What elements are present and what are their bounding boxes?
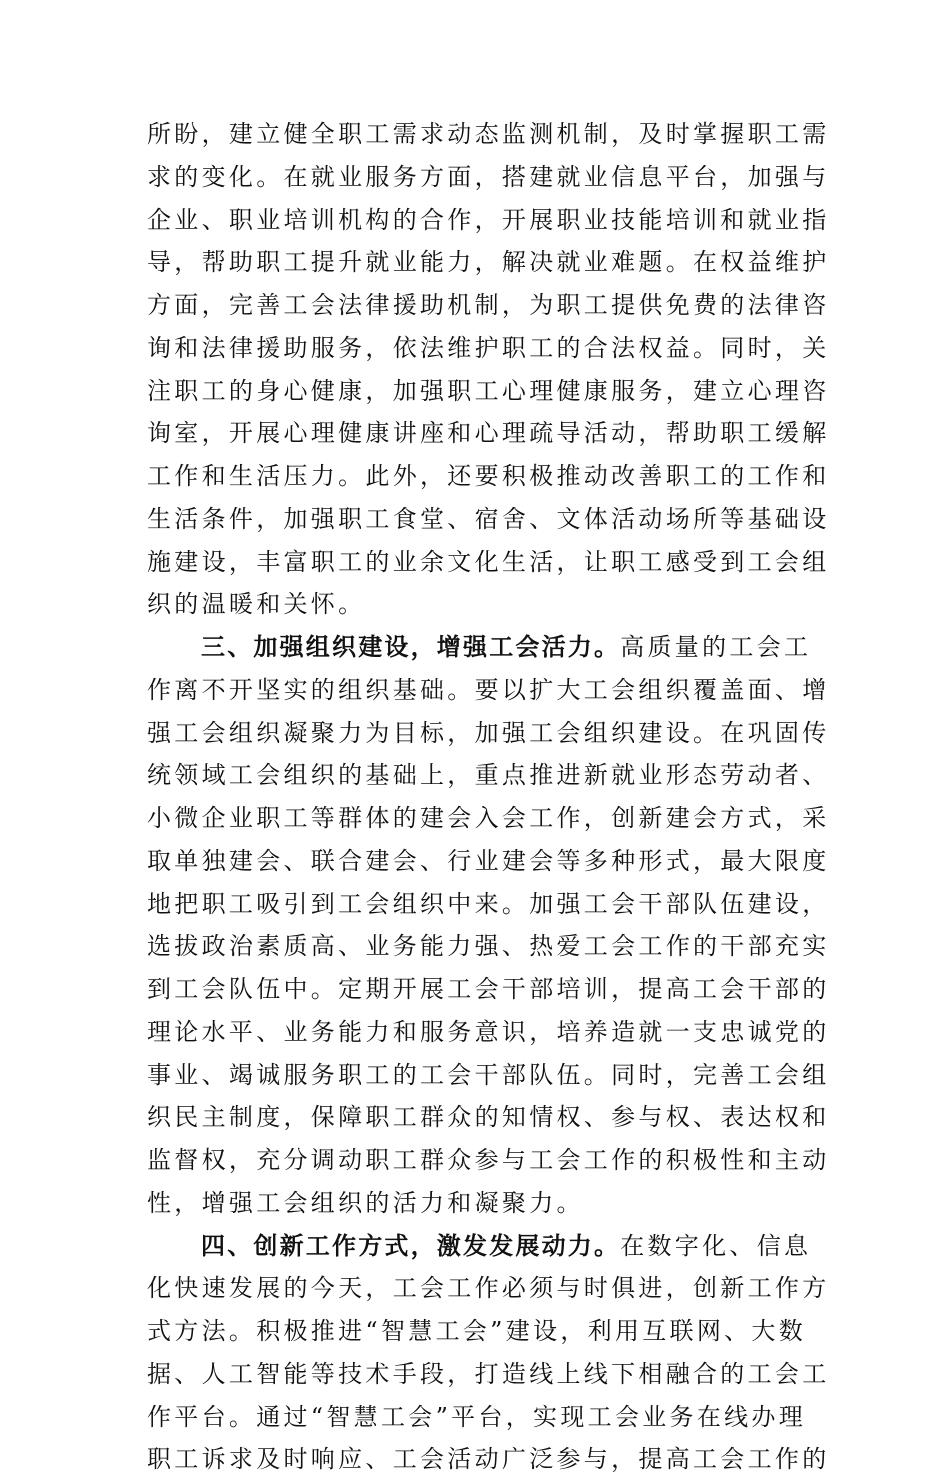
text-line: 强工会组织凝聚力为目标，加强工会组织建设。在巩固传 bbox=[147, 718, 830, 747]
text-line: 事业、竭诚服务职工的工会干部队伍。同时，完善工会组 bbox=[147, 1060, 830, 1089]
text-line: 企业、职业培训机构的合作，开展职业技能培训和就业指 bbox=[147, 205, 830, 234]
text-line: 询和法律援助服务，依法维护职工的合法权益。同时，关 bbox=[147, 333, 830, 362]
text-line: 地把职工吸引到工会组织中来。加强工会干部队伍建设， bbox=[147, 889, 830, 918]
section-3-first-line bbox=[147, 626, 812, 669]
text-line: 选拔政治素质高、业务能力强、热爱工会工作的干部充实 bbox=[147, 932, 830, 961]
section-4-first-line bbox=[147, 1225, 812, 1268]
text-line: 监督权，充分调动职工群众参与工会工作的积极性和主动 bbox=[147, 1146, 830, 1174]
section-4-heading: 四、创新工作方式，激发发展动力。 bbox=[201, 1231, 621, 1260]
section-3-heading: 三、加强组织建设，增强工会活力。 bbox=[201, 633, 621, 661]
text-line: 职工诉求及时响应、工会活动广泛参与，提高工会工作的 bbox=[147, 1445, 830, 1474]
text-line: 工作和生活压力。此外，还要积极推动改善职工的工作和 bbox=[147, 462, 830, 490]
text-line: 织民主制度，保障职工群众的知情权、参与权、表达权和 bbox=[147, 1103, 830, 1132]
text-line: 据、人工智能等技术手段，打造线上线下相融合的工会工 bbox=[147, 1359, 830, 1388]
text-line: 施建设，丰富职工的业余文化生活，让职工感受到工会组 bbox=[147, 547, 830, 576]
text-line: 所盼，建立健全职工需求动态监测机制，及时掌握职工需 bbox=[147, 120, 830, 148]
text-line: 化快速发展的今天，工会工作必须与时俱进，创新工作方 bbox=[147, 1274, 830, 1303]
text-line: 理论水平、业务能力和服务意识，培养造就一支忠诚党的 bbox=[147, 1017, 830, 1046]
text-line: 注职工的身心健康，加强职工心理健康服务，建立心理咨 bbox=[147, 376, 830, 405]
text-line: 到工会队伍中。定期开展工会干部培训，提高工会干部的 bbox=[147, 975, 830, 1003]
text-line: 小微企业职工等群体的建会入会工作，创新建会方式，采 bbox=[147, 804, 830, 832]
text-line: 织的温暖和关怀。 bbox=[147, 590, 366, 619]
text-line: 式方法。积极推进“智慧工会”建设，利用互联网、大数 bbox=[147, 1317, 807, 1345]
text-line: 作离不开坚实的组织基础。要以扩大工会组织覆盖面、增 bbox=[147, 675, 830, 704]
text-line: 导，帮助职工提升就业能力，解决就业难题。在权益维护 bbox=[147, 248, 830, 277]
text-line: 生活条件，加强职工食堂、宿舍、文体活动场所等基础设 bbox=[147, 504, 830, 533]
text-line: 方面，完善工会法律援助机制，为职工提供免费的法律咨 bbox=[147, 291, 830, 319]
text-line: 取单独建会、联合建会、行业建会等多种形式，最大限度 bbox=[147, 846, 830, 875]
document-body bbox=[147, 113, 830, 1481]
text-line: 统领域工会组织的基础上，重点推进新就业形态劳动者、 bbox=[147, 761, 830, 790]
text-line: 求的变化。在就业服务方面，搭建就业信息平台，加强与 bbox=[147, 162, 830, 191]
section-3-lead-text: 高质量的工会工 bbox=[620, 633, 812, 661]
section-4-lead-text: 在数字化、信息 bbox=[620, 1231, 812, 1260]
text-line: 性，增强工会组织的活力和凝聚力。 bbox=[147, 1188, 584, 1217]
text-line: 询室，开展心理健康讲座和心理疏导活动，帮助职工缓解 bbox=[147, 419, 830, 448]
text-line: 作平台。通过“智慧工会”平台，实现工会业务在线办理 bbox=[147, 1402, 807, 1431]
